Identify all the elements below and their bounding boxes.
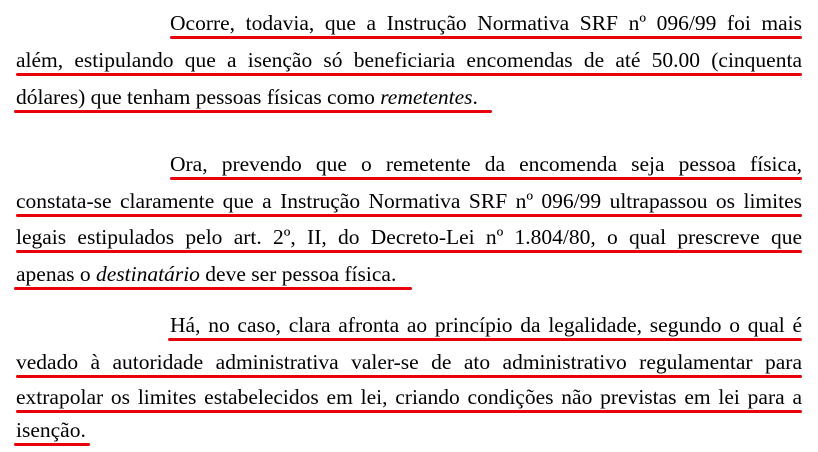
paragraph-1-line-1: Ocorre, todavia, que a Instrução Normativa SRF nº 096/99 foi mais xyxy=(170,11,802,35)
red-underline xyxy=(170,36,802,39)
red-underline xyxy=(16,375,802,378)
red-underline xyxy=(14,287,412,290)
paragraph-3-line-1: Há, no caso, clara afronta ao princípio da legalidade, segundo o qual é xyxy=(170,313,802,337)
paragraph-3-line-3: extrapolar os limites estabelecidos em lei, criando condições não previstas em lei para a xyxy=(16,385,802,409)
italic-term: remetentes xyxy=(380,85,473,109)
paragraph-2-line-1: Ora, prevendo que o remetente da encomenda seja pessoa física, xyxy=(170,152,802,176)
text-span: deve ser pessoa física. xyxy=(205,262,397,286)
paragraph-3-line-2: vedado à autoridade administrativa valer-se de ato administrativo regulamentar para xyxy=(16,350,802,374)
red-underline xyxy=(170,177,802,180)
paragraph-2-line-4 xyxy=(16,259,802,289)
text-span: . xyxy=(472,85,478,109)
red-underline xyxy=(16,410,802,413)
paragraph-2-line-3: legais estipulados pelo art. 2º, II, do Decreto-Lei nº 1.804/80, o qual prescreve que xyxy=(16,225,802,249)
text-span: dólares) que tenham pessoas físicas como xyxy=(16,85,375,109)
red-underline xyxy=(16,214,802,217)
paragraph-1-line-3 xyxy=(16,82,802,112)
text-span: apenas o xyxy=(16,262,91,286)
red-underline xyxy=(16,73,802,76)
paragraph-3-line-4: isenção. xyxy=(16,418,86,442)
paragraph-2-line-2: constata-se claramente que a Instrução Normativa SRF nº 096/99 ultrapassou os limites xyxy=(16,189,802,213)
red-underline xyxy=(14,443,90,446)
italic-term: destinatário xyxy=(96,262,200,286)
red-underline xyxy=(168,338,802,341)
red-underline xyxy=(14,110,492,113)
paragraph-1-line-2: além, estipulando que a isenção só beneficiaria encomendas de até 50.00 (cinquenta xyxy=(16,48,802,72)
red-underline xyxy=(16,250,802,253)
